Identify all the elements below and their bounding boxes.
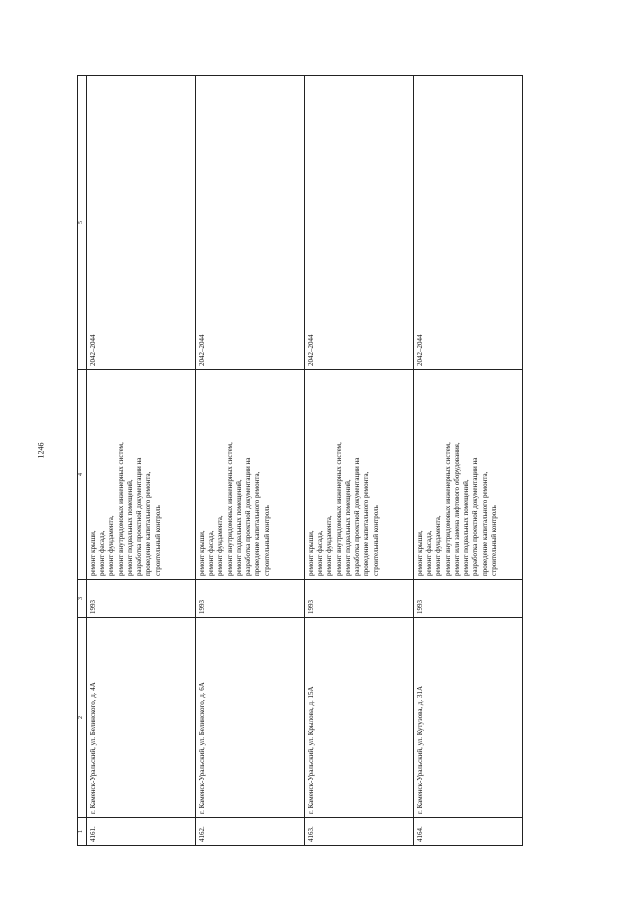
works-cell xyxy=(413,370,522,580)
work-item: строительный контроль xyxy=(489,505,498,576)
work-item: строительный контроль xyxy=(153,505,162,576)
column-header: 1 xyxy=(78,818,87,846)
row-number: 4164. xyxy=(413,818,522,846)
work-item: ремонт фасада, xyxy=(425,530,434,576)
repair-schedule-table xyxy=(77,75,523,846)
work-item: ремонт или замена лифтового оборудования, xyxy=(452,442,461,576)
works-cell xyxy=(304,370,413,580)
work-item: ремонт внутридомовых инженерных систем, xyxy=(116,442,125,576)
work-item: ремонт фундамента, xyxy=(107,515,116,576)
work-item: ремонт крыши, xyxy=(197,530,206,576)
column-header: 3 xyxy=(78,580,87,618)
work-item: ремонт подвальных помещений, xyxy=(462,479,471,576)
work-item: ремонт крыши, xyxy=(306,530,315,576)
works-cell xyxy=(86,370,195,580)
address-cell: г. Каменск-Уральский, ул. Кутузова, д. 31А xyxy=(413,618,522,818)
work-item: проведение капитального ремонта, xyxy=(362,471,371,576)
column-header: 4 xyxy=(78,370,87,580)
work-item: ремонт внутридомовых инженерных систем, xyxy=(225,442,234,576)
column-header: 2 xyxy=(78,618,87,818)
page-number: 1246 xyxy=(36,442,46,459)
period-cell: 2042–2044 xyxy=(86,76,195,370)
row-number: 4162. xyxy=(195,818,304,846)
period-cell: 2042–2044 xyxy=(195,76,304,370)
work-item: разработка проектной документации на xyxy=(244,457,253,576)
work-item: ремонт фундамента, xyxy=(216,515,225,576)
work-item: ремонт фасада, xyxy=(98,530,107,576)
work-item: ремонт подвальных помещений, xyxy=(343,479,352,576)
work-item: ремонт внутридомовых инженерных систем, xyxy=(334,442,343,576)
work-item: проведение капитального ремонта, xyxy=(253,471,262,576)
work-item: ремонт крыши, xyxy=(415,530,424,576)
work-item: ремонт фундамента, xyxy=(434,515,443,576)
rotated-table-container xyxy=(77,76,523,846)
work-item: ремонт подвальных помещений, xyxy=(234,479,243,576)
table-row xyxy=(195,76,304,846)
work-item: строительный контроль xyxy=(371,505,380,576)
period-cell: 2042–2044 xyxy=(413,76,522,370)
column-number-row xyxy=(78,76,87,846)
year-cell: 1993 xyxy=(413,580,522,618)
address-cell: г. Каменск-Уральский, ул. Крылова, д. 15А xyxy=(304,618,413,818)
column-header: 5 xyxy=(78,76,87,370)
work-item: проведение капитального ремонта, xyxy=(480,471,489,576)
work-item: ремонт подвальных помещений, xyxy=(125,479,134,576)
table-row xyxy=(413,76,522,846)
works-cell xyxy=(195,370,304,580)
address-cell: г. Каменск-Уральский, ул. Белинского, д. 6А xyxy=(195,618,304,818)
period-cell: 2042–2044 xyxy=(304,76,413,370)
work-item: строительный контроль xyxy=(262,505,271,576)
work-item: разработка проектной документации на xyxy=(135,457,144,576)
table-row xyxy=(304,76,413,846)
work-item: ремонт фасада, xyxy=(207,530,216,576)
row-number: 4161. xyxy=(86,818,195,846)
work-item: разработка проектной документации на xyxy=(471,457,480,576)
work-item: ремонт фундамента, xyxy=(325,515,334,576)
year-cell: 1993 xyxy=(304,580,413,618)
work-item: ремонт фасада, xyxy=(316,530,325,576)
work-item: проведение капитального ремонта, xyxy=(144,471,153,576)
work-item: разработка проектной документации на xyxy=(353,457,362,576)
year-cell: 1993 xyxy=(86,580,195,618)
row-number: 4163. xyxy=(304,818,413,846)
year-cell: 1993 xyxy=(195,580,304,618)
work-item: ремонт внутридомовых инженерных систем, xyxy=(443,442,452,576)
work-item: ремонт крыши, xyxy=(88,530,97,576)
table-row xyxy=(86,76,195,846)
address-cell: г. Каменск-Уральский, ул. Белинского, д. 4А xyxy=(86,618,195,818)
